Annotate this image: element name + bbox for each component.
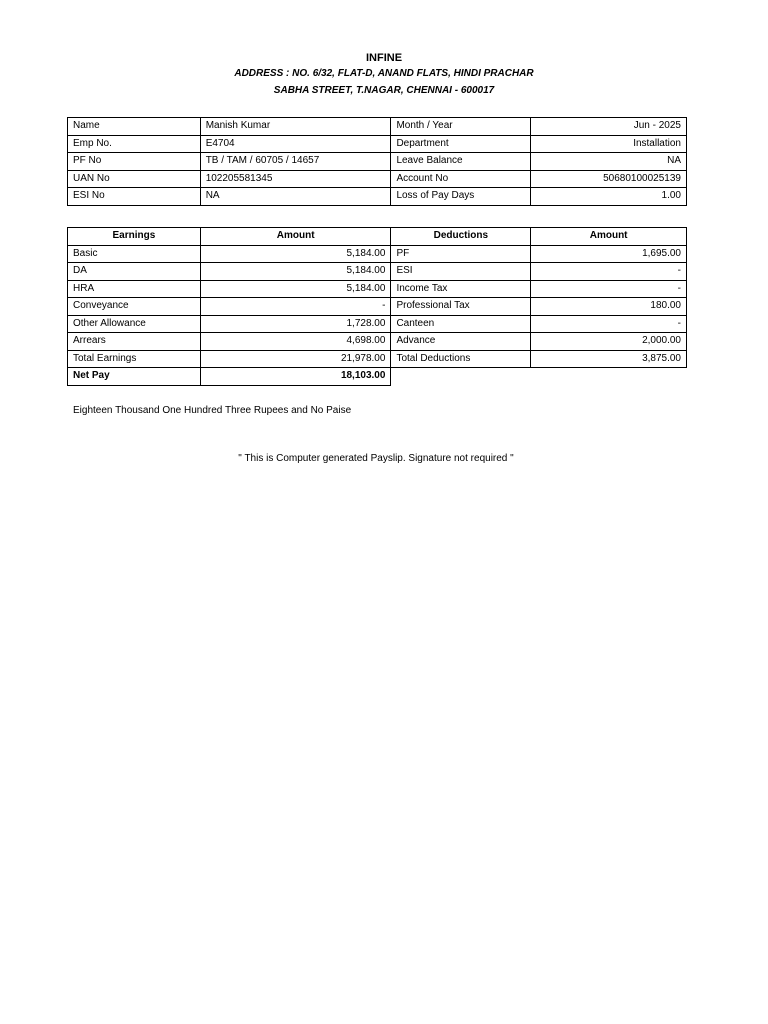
earnings-amount-header: Amount (200, 228, 391, 246)
info-value: TB / TAM / 60705 / 14657 (200, 153, 391, 171)
info-value: Installation (531, 135, 687, 153)
deduction-amount: 1,695.00 (531, 245, 687, 263)
company-name: INFINE (365, 52, 403, 64)
net-pay-amount: 18,103.00 (200, 368, 391, 386)
pay-row (68, 350, 687, 368)
info-value: NA (531, 153, 687, 171)
info-label: Account No (391, 170, 531, 188)
deductions-header: Deductions (391, 228, 531, 246)
info-value: 102205581345 (200, 170, 391, 188)
net-pay-row (68, 368, 687, 386)
earning-label: Total Earnings (68, 350, 201, 368)
info-label: Month / Year (391, 118, 531, 136)
amount-in-words: Eighteen Thousand One Hundred Three Rupees and No Paise (73, 405, 352, 416)
earning-amount: 5,184.00 (200, 280, 391, 298)
earning-amount: - (200, 298, 391, 316)
earning-label: DA (68, 263, 201, 281)
deduction-amount: 2,000.00 (531, 333, 687, 351)
info-row (68, 170, 687, 188)
info-label: ESI No (68, 188, 201, 206)
earning-amount: 5,184.00 (200, 245, 391, 263)
pay-row (68, 245, 687, 263)
info-label: Leave Balance (391, 153, 531, 171)
deduction-amount: 3,875.00 (531, 350, 687, 368)
company-address-line2: SABHA STREET, T.NAGAR, CHENNAI - 600017 (273, 85, 495, 96)
earning-amount: 4,698.00 (200, 333, 391, 351)
info-value: NA (200, 188, 391, 206)
info-label: UAN No (68, 170, 201, 188)
earning-label: HRA (68, 280, 201, 298)
info-row (68, 135, 687, 153)
pay-row (68, 280, 687, 298)
info-label: PF No (68, 153, 201, 171)
deduction-label: Income Tax (391, 280, 531, 298)
deduction-amount: 180.00 (531, 298, 687, 316)
earnings-deductions-table (67, 227, 687, 386)
deduction-label: Professional Tax (391, 298, 531, 316)
deduction-label: ESI (391, 263, 531, 281)
deduction-amount: - (531, 280, 687, 298)
info-value: Manish Kumar (200, 118, 391, 136)
earning-label: Basic (68, 245, 201, 263)
info-label: Loss of Pay Days (391, 188, 531, 206)
pay-row (68, 333, 687, 351)
info-label: Name (68, 118, 201, 136)
deduction-label: Advance (391, 333, 531, 351)
earning-amount: 21,978.00 (200, 350, 391, 368)
pay-row (68, 315, 687, 333)
info-row (68, 153, 687, 171)
company-address-line1: ADDRESS : NO. 6/32, FLAT-D, ANAND FLATS, HINDI PRACHAR (234, 68, 534, 79)
info-value: 50680100025139 (531, 170, 687, 188)
info-row (68, 188, 687, 206)
net-pay-label: Net Pay (68, 368, 201, 386)
footer-note: " This is Computer generated Payslip. Signature not required " (238, 453, 514, 464)
deduction-label: Canteen (391, 315, 531, 333)
pay-header-row (68, 228, 687, 246)
pay-row (68, 298, 687, 316)
info-label: Department (391, 135, 531, 153)
pay-row (68, 263, 687, 281)
deduction-amount: - (531, 315, 687, 333)
earning-label: Other Allowance (68, 315, 201, 333)
earnings-header: Earnings (68, 228, 201, 246)
employee-info-table (67, 117, 687, 206)
info-value: Jun - 2025 (531, 118, 687, 136)
info-label: Emp No. (68, 135, 201, 153)
info-row (68, 118, 687, 136)
earning-label: Arrears (68, 333, 201, 351)
info-value: E4704 (200, 135, 391, 153)
info-value: 1.00 (531, 188, 687, 206)
earning-label: Conveyance (68, 298, 201, 316)
deductions-amount-header: Amount (531, 228, 687, 246)
deduction-label: Total Deductions (391, 350, 531, 368)
deduction-label: PF (391, 245, 531, 263)
earning-amount: 1,728.00 (200, 315, 391, 333)
earning-amount: 5,184.00 (200, 263, 391, 281)
deduction-amount: - (531, 263, 687, 281)
